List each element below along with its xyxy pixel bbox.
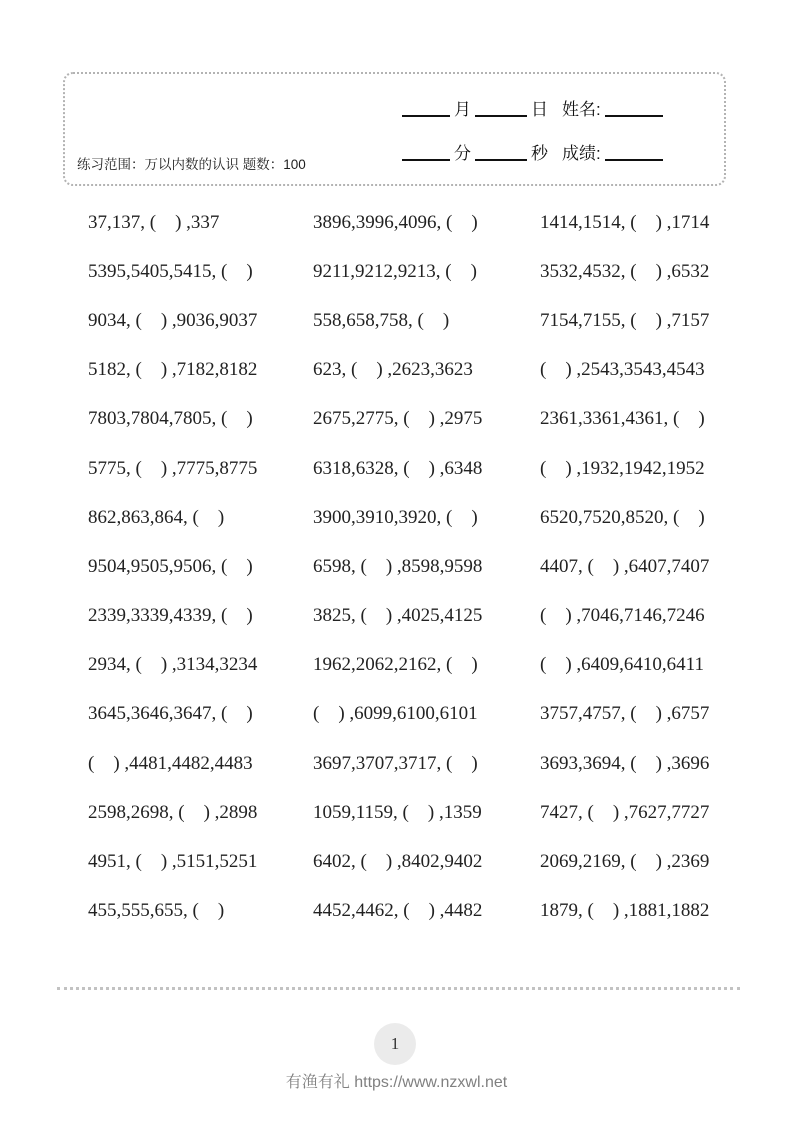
day-blank [475,114,527,117]
practice-scope-text: 练习范围：万以内数的认识 题数：100 [77,156,306,172]
header-fields [398,90,708,178]
problem-cell: 3697,3707,3717, ( ) [313,752,478,774]
name-label: 姓名: [562,100,601,119]
problem-cell: 2069,2169, ( ) ,2369 [540,851,710,873]
score-label: 成绩: [562,144,601,163]
problem-cell: 3532,4532, ( ) ,6532 [540,260,710,282]
problem-cell: 558,658,758, ( ) [313,309,450,331]
problem-cell: 6402, ( ) ,8402,9402 [313,851,483,873]
minute-blank [402,158,450,161]
problem-cell: 455,555,655, ( ) [88,900,225,922]
problem-cell: 1414,1514, ( ) ,1714 [540,211,710,233]
problem-cell: 4407, ( ) ,6407,7407 [540,555,710,577]
month-label: 月 [454,100,471,119]
problem-cell: 7427, ( ) ,7627,7727 [540,801,710,823]
header-box [63,72,726,186]
problem-cell: 1962,2062,2162, ( ) [313,654,478,676]
problem-cell: 3825, ( ) ,4025,4125 [313,605,483,627]
day-label: 日 [531,100,548,119]
problem-cell: 6318,6328, ( ) ,6348 [313,457,483,479]
problem-cell: 862,863,864, ( ) [88,506,225,528]
problem-cell: 7803,7804,7805, ( ) [88,408,253,430]
problem-cell: 37,137, ( ) ,337 [88,211,220,233]
problem-cell: ( ) ,1932,1942,1952 [540,457,705,479]
date-name-line [398,90,708,120]
problem-cell: 2339,3339,4339, ( ) [88,605,253,627]
problem-cell: 9034, ( ) ,9036,9037 [88,309,258,331]
problem-cell: 7154,7155, ( ) ,7157 [540,309,710,331]
minute-label: 分 [454,144,471,163]
problem-cell: 2598,2698, ( ) ,2898 [88,801,258,823]
problem-cell: 3900,3910,3920, ( ) [313,506,478,528]
problem-cell: 3645,3646,3647, ( ) [88,703,253,725]
problem-cell: 3896,3996,4096, ( ) [313,211,478,233]
problem-cell: ( ) ,7046,7146,7246 [540,605,705,627]
second-label: 秒 [531,144,548,163]
page-number-badge [374,1023,416,1065]
problem-cell: 623, ( ) ,2623,3623 [313,359,473,381]
problem-cell: 4951, ( ) ,5151,5251 [88,851,258,873]
problem-cell: 3757,4757, ( ) ,6757 [540,703,710,725]
page-number: 1 [390,1034,400,1053]
month-blank [402,114,450,117]
problems-grid [88,198,732,936]
problem-cell: 1059,1159, ( ) ,1359 [313,801,482,823]
problem-cell: 1879, ( ) ,1881,1882 [540,900,710,922]
footer-divider [57,987,740,990]
problem-cell: 5182, ( ) ,7182,8182 [88,359,258,381]
problem-cell: ( ) ,2543,3543,4543 [540,359,705,381]
problem-cell: 5775, ( ) ,7775,8775 [88,457,258,479]
problem-cell: 6520,7520,8520, ( ) [540,506,705,528]
problem-cell: 2361,3361,4361, ( ) [540,408,705,430]
footer-credit: 有渔有礼 https://www.nzxwl.net [285,1074,508,1091]
problem-cell: 6598, ( ) ,8598,9598 [313,555,483,577]
problem-cell: 3693,3694, ( ) ,3696 [540,752,710,774]
second-blank [475,158,527,161]
problem-cell: 2934, ( ) ,3134,3234 [88,654,258,676]
problem-cell: 9504,9505,9506, ( ) [88,555,253,577]
name-blank [605,114,663,117]
problem-cell: 9211,9212,9213, ( ) [313,260,477,282]
problem-cell: 2675,2775, ( ) ,2975 [313,408,483,430]
problem-cell: 5395,5405,5415, ( ) [88,260,253,282]
problem-cell: 4452,4462, ( ) ,4482 [313,900,483,922]
score-blank [605,158,663,161]
problem-cell: ( ) ,6099,6100,6101 [313,703,478,725]
problem-cell: ( ) ,4481,4482,4483 [88,752,253,774]
problem-cell: ( ) ,6409,6410,6411 [540,654,704,676]
time-score-line [398,134,708,164]
